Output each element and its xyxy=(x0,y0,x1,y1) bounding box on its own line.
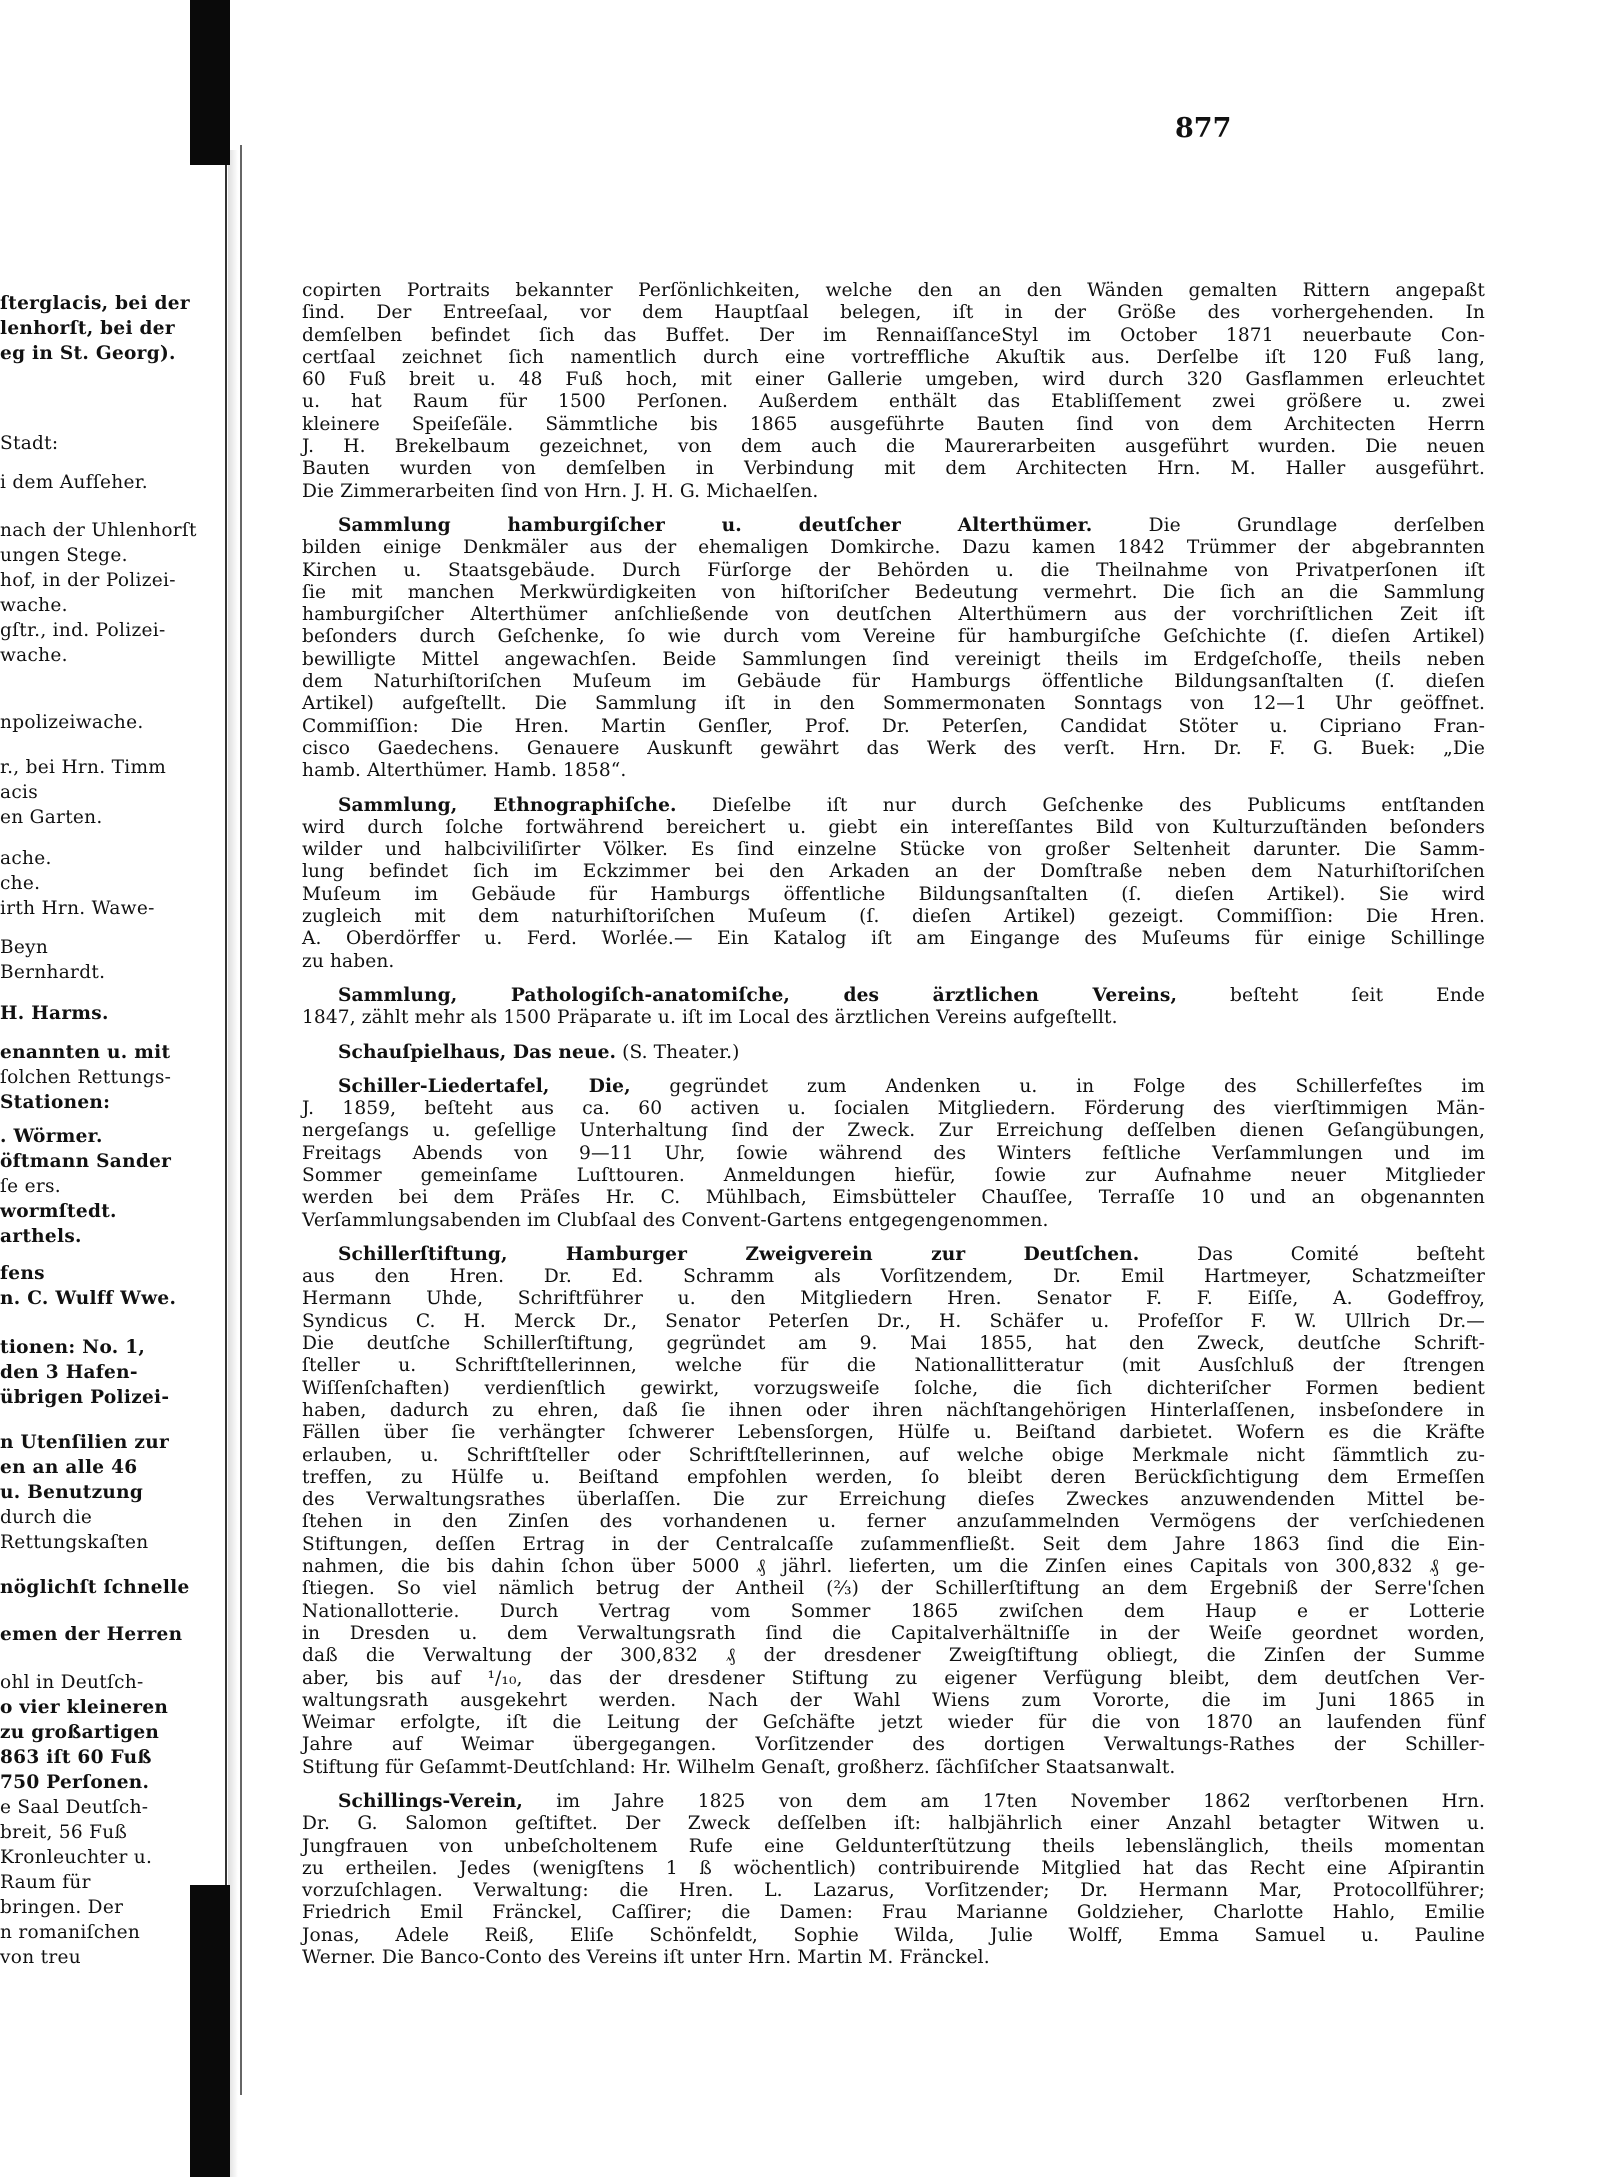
text-line xyxy=(302,716,1485,738)
text-line xyxy=(302,1734,1485,1756)
line-text: ſind. Der Entreeſaal, vor dem Hauptſaal belegen, iſt in der Größe des vorhergehenden. In xyxy=(302,302,1485,324)
line-text: Dieſelbe iſt nur durch Geſchenke des Publicums entſtanden xyxy=(676,794,1486,816)
text-line xyxy=(302,1880,1485,1902)
line-text: Jonas, Adele Reiß, Eliſe Schönfeldt, Sophie Wilda, Julie Wolff, Emma Samuel u. Pauline xyxy=(302,1924,1485,1946)
text-line xyxy=(302,1757,1485,1779)
text-line xyxy=(302,1288,1485,1310)
left-column-line: enannten u. mit xyxy=(0,1042,171,1063)
left-column-line: 863 iſt 60 Fuß xyxy=(0,1747,152,1768)
line-text: 1847, zählt mehr als 1500 Präparate u. iſt im Local des ärztlichen Vereins aufgeſtellt. xyxy=(302,1007,1118,1029)
line-text: Dr. G. Salomon geſtiftet. Der Zweck deſſelben iſt: halbjährlich einer Anzahl betagter Witwen u. xyxy=(302,1813,1485,1835)
text-line xyxy=(302,302,1485,324)
text-line xyxy=(302,1645,1485,1667)
line-text: nahmen, die bis dahin ſchon über 5000 ₰ jährl. lieferten, um die Zinſen eines Capitals von 300,832 ₰ ge- xyxy=(302,1556,1485,1578)
text-line xyxy=(302,1120,1485,1142)
left-column-line: n Utenſilien zur xyxy=(0,1432,169,1453)
text-line xyxy=(302,1690,1485,1712)
left-column-line: gſtr., ind. Polizei- xyxy=(0,620,166,641)
line-text: Syndicus C. H. Merck Dr., Senator Peterſen Dr., H. Schäfer u. Profeſſor F. W. Ullrich Dr.— xyxy=(302,1310,1485,1332)
left-column-line: emen der Herren xyxy=(0,1624,183,1645)
line-text: zu haben. xyxy=(302,950,395,972)
left-column-line: r., bei Hrn. Timm xyxy=(0,757,167,778)
line-text: Werner. Die Banco-Conto des Vereins iſt unter Hrn. Martin M. Fränckel. xyxy=(302,1947,990,1969)
line-text: ſtehen in den Zinſen des vorhandenen u. ferner anzuſammelnden Vermögens der verſchiedenen xyxy=(302,1511,1485,1533)
line-text: Nationallotterie. Durch Vertrag vom Sommer 1865 zwiſchen dem Haup e er Lotterie xyxy=(302,1600,1485,1622)
text-line xyxy=(302,560,1485,582)
paragraph xyxy=(302,985,1485,1030)
entry-heading: Schillings-Verein, xyxy=(338,1791,523,1812)
text-line xyxy=(302,414,1485,436)
page-number: 877 xyxy=(1175,113,1232,144)
text-line xyxy=(302,817,1485,839)
line-text: in Dresden u. dem Verwaltungsrath ſind die Capitalverhältniſſe in der Weiſe geordnet worden, xyxy=(302,1622,1485,1644)
line-text: Verſammlungsabenden im Clubſaal des Convent-Gartens entgegengenommen. xyxy=(302,1209,1049,1231)
line-text: ſteller u. Schriftſtellerinnen, welche für die Nationallitteratur (mit Ausſchluß der ſtrengen xyxy=(302,1355,1485,1377)
line-text: Freitags Abends von 9—11 Uhr, ſowie während des Winters feſtliche Verſammlungen und im xyxy=(302,1142,1485,1164)
text-line xyxy=(302,1187,1485,1209)
text-line xyxy=(302,391,1485,413)
text-line xyxy=(302,1668,1485,1690)
line-text: werden bei dem Präſes Hr. C. Mühlbach, Eimsbütteler Chauſſee, Terraſſe 10 und an obgenannten xyxy=(302,1187,1485,1209)
left-column-line: durch die xyxy=(0,1507,93,1528)
line-text: im Jahre 1825 von dem am 17ten November 1862 verſtorbenen Hrn. xyxy=(522,1791,1485,1812)
line-text: copirten Portraits bekannter Perſönlichkeiten, welche den an den Wänden gemalten Rittern angepaßt xyxy=(302,280,1485,301)
line-text: vorzuſchlagen. Verwaltung: die Hren. L. Lazarus, Vorſitzender; Dr. Hermann Mar, Protocollführer; xyxy=(302,1880,1485,1902)
line-text: Fällen über ſie verhängter ſchwerer Lebensſorgen, Hülfe u. Beiſtand darbietet. Wofern es die Kräfte xyxy=(302,1422,1485,1444)
text-line xyxy=(302,1836,1485,1858)
left-column-line: ohl in Deutſch- xyxy=(0,1672,144,1693)
left-column-line: en an alle 46 xyxy=(0,1457,138,1478)
line-text: Muſeum im Gebäude für Hamburgs öffentliche Bildungsanſtalten (ſ. dieſen Artikel). Sie wird xyxy=(302,883,1485,905)
left-column-line: n romaniſchen xyxy=(0,1922,141,1943)
paragraph xyxy=(302,1076,1485,1232)
line-text: Hermann Uhde, Schriftführer u. den Mitgliedern Hren. Senator F. F. Eiſſe, A. Godeffroy, xyxy=(302,1288,1485,1310)
left-column-line: Beyn xyxy=(0,937,49,958)
line-text: lung befindet ſich im Eckzimmer bei den Arkaden an der Domſtraße neben dem Naturhiſtoriſchen xyxy=(302,861,1485,883)
text-line xyxy=(302,1467,1485,1489)
text-line xyxy=(302,1601,1485,1623)
line-text: Stiftungen, deſſen Ertrag in der Centralcaſſe zuſammenfließt. Seit dem Jahre 1863 ſind die Ein- xyxy=(302,1533,1485,1555)
left-column-line: e Saal Deutſch- xyxy=(0,1797,149,1818)
left-column-line: nöglichſt ſchnelle xyxy=(0,1577,190,1598)
entry-heading: Sammlung hamburgiſcher u. deutſcher Alterthümer. xyxy=(338,514,1093,536)
line-text: cisco Gaedechens. Genauere Auskunft gewährt das Werk des verſt. Hrn. Dr. F. G. Buek: „Die xyxy=(302,737,1485,759)
line-text: beſonders durch Geſchenke, ſo wie durch vom Vereine für hamburgiſche Geſchichte (ſ. dieſen Artikel) xyxy=(302,626,1485,648)
left-column-line: i dem Aufſeher. xyxy=(0,472,148,493)
entry-heading: Sammlung, Ethnographiſche. xyxy=(338,794,677,816)
line-text: Sommer gemeinſame Luſttouren. Anmeldungen hiefür, ſowie zur Aufnahme neuer Mitglieder xyxy=(302,1164,1485,1186)
text-line xyxy=(302,604,1485,626)
line-text: Bauten wurden von demſelben in Verbindung mit dem Architecten Hrn. M. Haller ausgeführt. xyxy=(302,458,1485,480)
line-text: certſaal zeichnet ſich namentlich durch eine vortreffliche Akuſtik aus. Derſelbe iſt 120 Fuß lang, xyxy=(302,346,1485,368)
left-column-line: den 3 Hafen- xyxy=(0,1362,138,1383)
text-line xyxy=(302,325,1485,347)
line-text: aber, bis auf ¹/₁₀, das der dresdener Stiftung zu eigener Verfügung bleibt, dem deutſchen Ver- xyxy=(302,1667,1485,1689)
left-column-line: wache. xyxy=(0,645,68,666)
text-line xyxy=(302,1042,1485,1064)
line-text: 60 Fuß breit u. 48 Fuß hoch, mit einer Gallerie umgeben, wird durch 320 Gasflammen erleuchtet xyxy=(302,369,1485,391)
text-line xyxy=(302,738,1485,760)
text-line xyxy=(302,884,1485,906)
left-column-line: Rettungskaſten xyxy=(0,1532,149,1553)
paragraph-gap xyxy=(302,1030,1485,1042)
line-text: kleinere Speiſeſäle. Sämmtliche bis 1865 ausgeführte Bauten ſind von dem Architecten Herrn xyxy=(302,413,1485,435)
left-column-line: ungen Stege. xyxy=(0,545,128,566)
text-line xyxy=(302,582,1485,604)
text-line xyxy=(302,436,1485,458)
text-line xyxy=(302,951,1485,973)
text-line xyxy=(302,1556,1485,1578)
paragraph xyxy=(302,515,1485,783)
text-line xyxy=(302,928,1485,950)
text-line xyxy=(302,1511,1485,1533)
text-line xyxy=(302,1007,1485,1029)
entry-heading: Sammlung, Pathologiſch-anatomiſche, des ärztlichen Vereins, xyxy=(338,984,1178,1006)
text-line xyxy=(302,1534,1485,1556)
line-text: Stiftung für Geſammt-Deutſchland: Hr. Wilhelm Genaſt, großherz. ſächſiſcher Staatsanwalt. xyxy=(302,1756,1176,1778)
line-text: u. hat Raum für 1500 Perſonen. Außerdem enthält das Etabliſſement zwei größere u. zwei xyxy=(302,391,1485,413)
text-line xyxy=(302,1143,1485,1165)
paragraph-gap xyxy=(302,1232,1485,1244)
text-line xyxy=(302,1076,1485,1098)
line-text: demſelben befindet ſich das Buffet. Der im RennaiſſanceStyl im October 1871 neuerbaute Con- xyxy=(302,324,1485,346)
text-line xyxy=(302,1791,1485,1813)
text-line xyxy=(302,671,1485,693)
line-text: bewilligte Mittel angewachſen. Beide Sammlungen ſind vereinigt theils im Erdgeſchoſſe, theils neben xyxy=(302,648,1485,670)
left-column-line: lenhorſt, bei der xyxy=(0,318,175,339)
line-text: wird durch ſolche fortwährend bereichert u. giebt ein intereſſantes Bild von Kulturzuſtänden beſonders xyxy=(302,816,1485,838)
line-text: Artikel) aufgeſtellt. Die Sammlung iſt in den Sommermonaten Sonntags von 12—1 Uhr geöffnet. xyxy=(302,693,1485,715)
left-column-line: Stadt: xyxy=(0,433,59,454)
text-line xyxy=(302,1925,1485,1947)
line-text: A. Oberdörffer u. Ferd. Worlée.— Ein Katalog iſt am Eingange des Muſeums für einige Schillinge xyxy=(302,928,1485,950)
line-text: Die Grundlage derſelben xyxy=(1092,514,1486,536)
text-line xyxy=(302,1210,1485,1232)
paragraph-gap xyxy=(302,973,1485,985)
line-text: erlauben, u. Schriftſteller oder Schriftſtellerinnen, auf welche obige Merkmale nicht ſämmtlich zu- xyxy=(302,1444,1485,1466)
page-body-text xyxy=(302,280,1485,1969)
text-line xyxy=(302,1858,1485,1880)
text-line xyxy=(302,861,1485,883)
text-line xyxy=(302,839,1485,861)
left-column-line: bringen. Der xyxy=(0,1897,124,1918)
left-column-line: acis xyxy=(0,782,39,803)
text-line xyxy=(302,481,1485,503)
line-text: Die Zimmerarbeiten ſind von Hrn. J. H. G. Michaelſen. xyxy=(302,480,819,502)
line-text: nergeſangs u. geſellige Unterhaltung ſind der Zweck. Zur Erreichung deſſelben dienen Geſangübungen, xyxy=(302,1120,1485,1142)
left-column-line: eg in St. Georg). xyxy=(0,343,176,364)
line-text: zu ertheilen. Jedes (wenigſtens 1 ß wöchentlich) contribuirende Mitglied hat das Recht eine Aſpirantin xyxy=(302,1857,1485,1879)
text-line xyxy=(302,1378,1485,1400)
line-text: hamb. Alterthümer. Hamb. 1858“. xyxy=(302,760,627,782)
line-text: beſteht ſeit Ende xyxy=(1177,984,1485,1006)
left-column-line: H. Harms. xyxy=(0,1003,109,1024)
paragraph xyxy=(302,280,1485,503)
text-line xyxy=(302,1098,1485,1120)
left-column-line: arthels. xyxy=(0,1226,82,1247)
text-line xyxy=(302,649,1485,671)
text-line xyxy=(302,985,1485,1007)
paragraph xyxy=(302,795,1485,973)
line-text: Friedrich Emil Fränckel, Caſſirer; die Damen: Frau Marianne Goldzieher, Charlotte Hahlo, Emilie xyxy=(302,1902,1485,1924)
left-column-line: Kronleuchter u. xyxy=(0,1847,153,1868)
text-line xyxy=(302,1489,1485,1511)
text-line xyxy=(302,1902,1485,1924)
paragraph-gap xyxy=(302,503,1485,515)
line-text: hamburgiſcher Alterthümer anſchließende von deutſchen Alterthümern aus der vorchriſtlichen Zeit iſt xyxy=(302,604,1485,626)
left-column-line: o vier kleineren xyxy=(0,1697,169,1718)
text-line xyxy=(302,1578,1485,1600)
line-text: gegründet zum Andenken u. in Folge des Schillerfeſtes im xyxy=(630,1075,1485,1097)
line-text: J. H. Brekelbaum gezeichnet, von dem auch die Maurerarbeiten ausgeführt wurden. Die neuen xyxy=(302,436,1485,458)
line-text: Wiſſenſchaften) verdienſtlich gewirkt, vorzugsweiſe ſolche, die ſich dichteriſcher Formen bedient xyxy=(302,1377,1485,1399)
left-column-line: ſterglacis, bei der xyxy=(0,293,190,314)
left-column-line: npolizeiwache. xyxy=(0,712,144,733)
text-line xyxy=(302,1244,1485,1266)
left-column-line: Raum für xyxy=(0,1872,91,1893)
text-line xyxy=(302,280,1485,302)
left-column-line: zu großartigen xyxy=(0,1722,160,1743)
entry-heading: Schiller-Liedertafel, Die, xyxy=(338,1075,631,1097)
line-text: zugleich mit dem naturhiſtoriſchen Muſeum (ſ. dieſen Artikel) gezeigt. Commiſſion: Die Hren. xyxy=(302,906,1485,928)
line-text: wilder und halbciviliſirter Völker. Es ſind einzelne Stücke von großer Seltenheit darunter. Die Samm- xyxy=(302,839,1485,861)
left-column-line: irth Hrn. Wawe- xyxy=(0,898,155,919)
left-column-line: Stationen: xyxy=(0,1092,111,1113)
left-column-line: 750 Perſonen. xyxy=(0,1772,150,1793)
text-line xyxy=(302,369,1485,391)
line-text: ſtiegen. So viel nämlich betrug der Antheil (⅔) der Schillerſtiftung an dem Ergebniß der Serre'ſchen xyxy=(302,1578,1485,1600)
text-line xyxy=(302,458,1485,480)
line-text: Commiſſion: Die Hren. Martin Genſler, Prof. Dr. Peterſen, Candidat Stöter u. Cipriano Fran- xyxy=(302,715,1485,737)
left-column-line: von treu xyxy=(0,1947,81,1968)
left-column-line: übrigen Polizei- xyxy=(0,1387,170,1408)
text-line xyxy=(302,515,1485,537)
left-column-line: n. C. Wulff Wwe. xyxy=(0,1288,177,1309)
left-column-line: ſe ers. xyxy=(0,1176,61,1197)
text-line xyxy=(302,537,1485,559)
text-line xyxy=(302,1266,1485,1288)
left-column-line: hof, in der Polizei- xyxy=(0,570,176,591)
left-column-line: breit, 56 Fuß xyxy=(0,1822,128,1843)
left-column-line: Bernhardt. xyxy=(0,962,106,983)
line-text: Die deutſche Schillerſtiftung, gegründet am 9. Mai 1855, hat den Zweck, deutſche Schrift- xyxy=(302,1333,1485,1355)
paragraph xyxy=(302,1791,1485,1969)
left-column-line: tionen: No. 1, xyxy=(0,1337,146,1358)
text-line xyxy=(302,1623,1485,1645)
left-column-line: wache. xyxy=(0,595,68,616)
line-text: Jahre auf Weimar übergegangen. Vorſitzender des dortigen Verwaltungs-Rathes der Schiller- xyxy=(302,1734,1485,1756)
entry-heading: Schillerſtiftung, Hamburger Zweigverein zur Deutſchen. xyxy=(338,1243,1140,1265)
line-text: J. 1859, beſteht aus ca. 60 activen u. ſocialen Mitgliedern. Förderung des vierſtimmigen Män- xyxy=(302,1098,1485,1120)
spine-shadow-bottom xyxy=(190,1885,230,2177)
paragraph xyxy=(302,1244,1485,1779)
line-text: Kirchen u. Staatsgebäude. Durch Fürſorge der Behörden u. die Theilnahme von Privatperſonen iſt xyxy=(302,559,1485,581)
line-text: dem Naturhiſtoriſchen Muſeum im Gebäude für Hamburgs öffentliche Bildungsanſtalten (ſ. dieſen xyxy=(302,671,1485,693)
paragraph xyxy=(302,1042,1485,1064)
text-line xyxy=(302,347,1485,369)
line-text: treffen, zu Hülfe u. Beiſtand empfohlen werden, ſo bleibt deren Berückſichtigung dem Ermeſſen xyxy=(302,1466,1485,1488)
spine-shadow-top xyxy=(190,0,230,165)
line-text: des Verwaltungsrathes überlaſſen. Die zur Erreichung dieſes Zweckes anzuwendenden Mittel be- xyxy=(302,1489,1485,1511)
left-column-line: öftmann Sander xyxy=(0,1151,172,1172)
text-line xyxy=(302,906,1485,928)
line-text: aus den Hren. Dr. Ed. Schramm als Vorſitzendem, Dr. Emil Hartmeyer, Schatzmeiſter xyxy=(302,1266,1485,1288)
left-column-line: . Wörmer. xyxy=(0,1126,103,1147)
text-line xyxy=(302,1445,1485,1467)
text-line xyxy=(302,1165,1485,1187)
line-text: bilden einige Denkmäler aus der ehemaligen Domkirche. Dazu kamen 1842 Trümmer der abgebrannten xyxy=(302,537,1485,559)
paragraph-gap xyxy=(302,783,1485,795)
book-gutter xyxy=(228,150,238,2177)
text-line xyxy=(302,1333,1485,1355)
entry-heading: Schauſpielhaus, Das neue. xyxy=(338,1041,617,1063)
text-line xyxy=(302,1813,1485,1835)
left-column-line: nach der Uhlenhorſt xyxy=(0,520,197,541)
paragraph-gap xyxy=(302,1064,1485,1076)
text-line xyxy=(302,1712,1485,1734)
text-line xyxy=(302,1400,1485,1422)
line-text: daß die Verwaltung der 300,832 ₰ der dresdener Zweigſtiftung obliegt, die Zinſen der Summe xyxy=(302,1645,1485,1667)
text-line xyxy=(302,1311,1485,1333)
text-line xyxy=(302,1947,1485,1969)
left-column-line: en Garten. xyxy=(0,807,103,828)
left-column-line: ache. xyxy=(0,848,52,869)
line-text: haben, dadurch zu ehren, daß ſie ihnen oder ihren nächſtangehörigen Hinterlaſſenen, insbeſondere in xyxy=(302,1399,1485,1421)
paragraph-gap xyxy=(302,1779,1485,1791)
left-column-line: che. xyxy=(0,873,41,894)
line-text: (S. Theater.) xyxy=(616,1041,740,1063)
text-line xyxy=(302,795,1485,817)
line-text: Weimar erfolgte, iſt die Leitung der Geſchäfte jetzt wieder für die von 1870 an laufenden fünf xyxy=(302,1712,1485,1734)
line-text: ſie mit manchen Merkwürdigkeiten von hiſtoriſcher Bedeutung vermehrt. Die ſich an die Sammlung xyxy=(302,581,1485,603)
line-text: Das Comité beſteht xyxy=(1139,1243,1485,1265)
text-line xyxy=(302,693,1485,715)
left-column-line: ſolchen Rettungs- xyxy=(0,1067,172,1088)
text-line xyxy=(302,760,1485,782)
left-column-line: fens xyxy=(0,1263,45,1284)
line-text: waltungsrath ausgekehrt werden. Nach der Wahl Wiens zum Vororte, die im Juni 1865 in xyxy=(302,1689,1485,1711)
text-line xyxy=(302,1422,1485,1444)
text-line xyxy=(302,1355,1485,1377)
left-column-line: u. Benutzung xyxy=(0,1482,144,1503)
text-line xyxy=(302,626,1485,648)
left-column-line: wormſtedt. xyxy=(0,1201,117,1222)
line-text: Jungfrauen von unbeſcholtenem Rufe eine Geldunterſtützung theils lebenslänglich, theils momentan xyxy=(302,1835,1485,1857)
